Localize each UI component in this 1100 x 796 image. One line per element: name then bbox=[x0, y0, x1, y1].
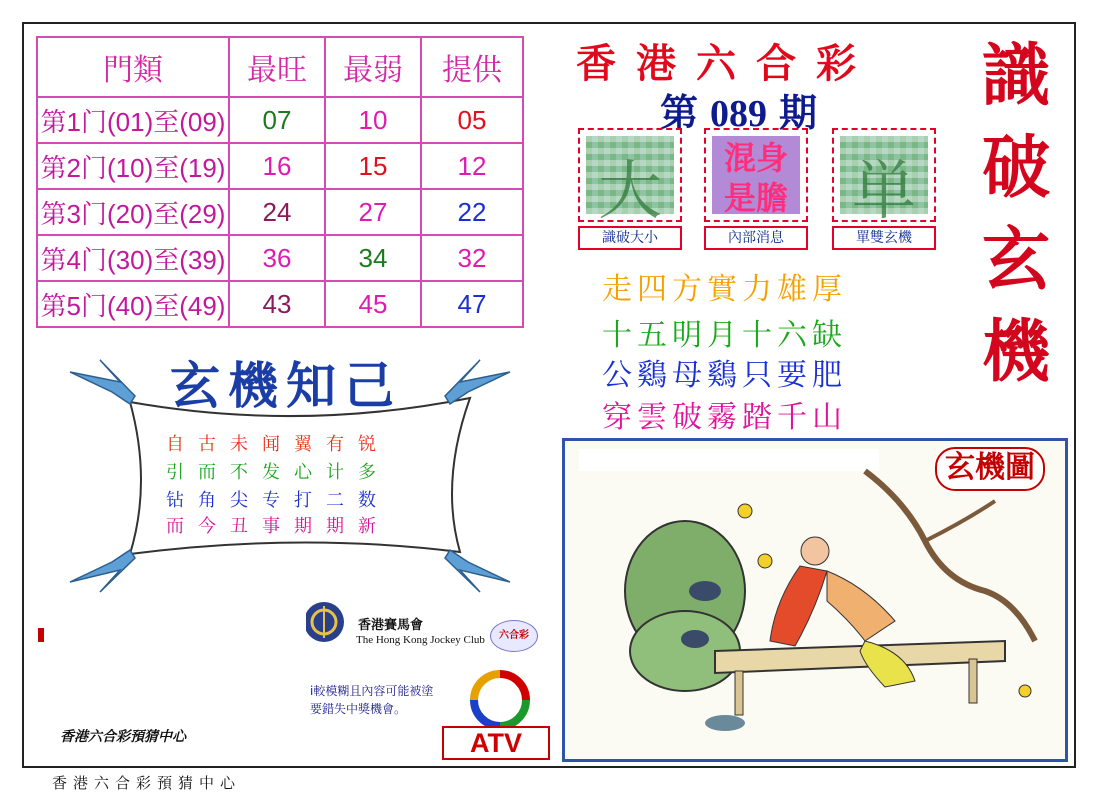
poem-line: 十五明月十六缺 bbox=[602, 318, 847, 353]
scroll-line: 而今丑事期期新 bbox=[166, 516, 390, 537]
hot-number: 07 bbox=[229, 97, 325, 143]
header-offer: 提供 bbox=[421, 37, 523, 97]
scroll-line: 自古未闻翼有锐 bbox=[166, 434, 390, 455]
box-glyph: 混身 是膽 bbox=[723, 139, 788, 217]
table-header-row bbox=[37, 37, 523, 97]
hint-illustration bbox=[562, 438, 1068, 762]
box-label: 內部消息 bbox=[704, 226, 808, 250]
scroll-line: 钻角尖专打二数 bbox=[166, 490, 390, 511]
hot-number: 24 bbox=[229, 189, 325, 235]
page-title: 香港六合彩 bbox=[576, 40, 876, 87]
cold-number: 15 bbox=[325, 143, 421, 189]
hot-number: 43 bbox=[229, 281, 325, 327]
hot-number: 16 bbox=[229, 143, 325, 189]
issue-value: 089 bbox=[710, 93, 768, 135]
box-label: 識破大小 bbox=[578, 226, 682, 250]
box-glyph: 大 bbox=[598, 155, 662, 229]
vertical-char: 機 bbox=[981, 312, 1050, 392]
gate-label: 第1门(01)至(09) bbox=[37, 97, 229, 143]
cold-number: 10 bbox=[325, 97, 421, 143]
offer-number: 32 bbox=[421, 235, 523, 281]
notice-line: i較模糊且內容可能被塗 bbox=[310, 684, 434, 698]
offer-number: 12 bbox=[421, 143, 523, 189]
offer-number: 05 bbox=[421, 97, 523, 143]
vertical-char: 識 bbox=[981, 36, 1050, 116]
offer-number: 22 bbox=[421, 189, 523, 235]
bird-icon bbox=[445, 550, 510, 592]
cold-number: 34 bbox=[325, 235, 421, 281]
gate-label: 第2门(10)至(19) bbox=[37, 143, 229, 189]
hkjc-english-name: The Hong Kong Jockey Club bbox=[356, 634, 485, 646]
hint-box-size bbox=[578, 128, 682, 229]
table-row bbox=[37, 235, 523, 281]
box-label: 單雙玄機 bbox=[832, 226, 936, 250]
issue-suffix: 期 bbox=[779, 90, 818, 135]
bird-icon bbox=[70, 550, 135, 592]
mosaic-image bbox=[586, 136, 674, 229]
vertical-title bbox=[976, 30, 1056, 398]
hint-box-parity bbox=[832, 128, 936, 229]
notice-line: 要錯失中獎機會。 bbox=[310, 702, 407, 716]
side-mark bbox=[38, 628, 44, 642]
footer-text: 香港六合彩預猜中心 bbox=[52, 774, 242, 792]
mosaic-image bbox=[840, 136, 928, 229]
poem-line: 走四方實力雄厚 bbox=[602, 272, 847, 307]
header-category: 門類 bbox=[37, 37, 229, 97]
picture-badge: 玄機圖 bbox=[935, 447, 1045, 491]
scroll-title: 玄機知己 bbox=[170, 356, 402, 415]
poem-line: 公鷄母鷄只要肥 bbox=[602, 358, 847, 393]
table-row bbox=[37, 281, 523, 327]
scroll-line: 引而不发心计多 bbox=[166, 462, 390, 483]
vertical-char: 玄 bbox=[981, 220, 1050, 300]
poem-line: 穿雲破霧踏千山 bbox=[602, 400, 847, 435]
table-row bbox=[37, 143, 523, 189]
signature: 香港六合彩預猜中心 bbox=[60, 729, 186, 745]
atv-logo-icon bbox=[468, 668, 532, 728]
table-row bbox=[37, 97, 523, 143]
bird-icon bbox=[70, 360, 135, 404]
bird-icon bbox=[445, 360, 510, 404]
gate-label: 第4门(30)至(39) bbox=[37, 235, 229, 281]
hint-box-inside bbox=[704, 128, 808, 222]
issue-prefix: 第 bbox=[660, 90, 699, 135]
box-glyph: 単 bbox=[852, 155, 916, 229]
hot-number: 36 bbox=[229, 235, 325, 281]
marksix-logo: 六合彩 bbox=[490, 620, 538, 652]
offer-number: 47 bbox=[421, 281, 523, 327]
header-hot: 最旺 bbox=[229, 37, 325, 97]
gate-label: 第3门(20)至(29) bbox=[37, 189, 229, 235]
highlight-image bbox=[712, 136, 800, 217]
atv-logo: ATV bbox=[442, 726, 550, 760]
hkjc-name: 香港賽馬會 bbox=[358, 618, 424, 633]
prediction-table bbox=[36, 36, 524, 328]
vertical-char: 破 bbox=[981, 128, 1050, 208]
cold-number: 27 bbox=[325, 189, 421, 235]
gate-label: 第5门(40)至(49) bbox=[37, 281, 229, 327]
header-cold: 最弱 bbox=[325, 37, 421, 97]
cold-number: 45 bbox=[325, 281, 421, 327]
hkjc-logo-icon bbox=[306, 598, 350, 646]
table-row bbox=[37, 189, 523, 235]
